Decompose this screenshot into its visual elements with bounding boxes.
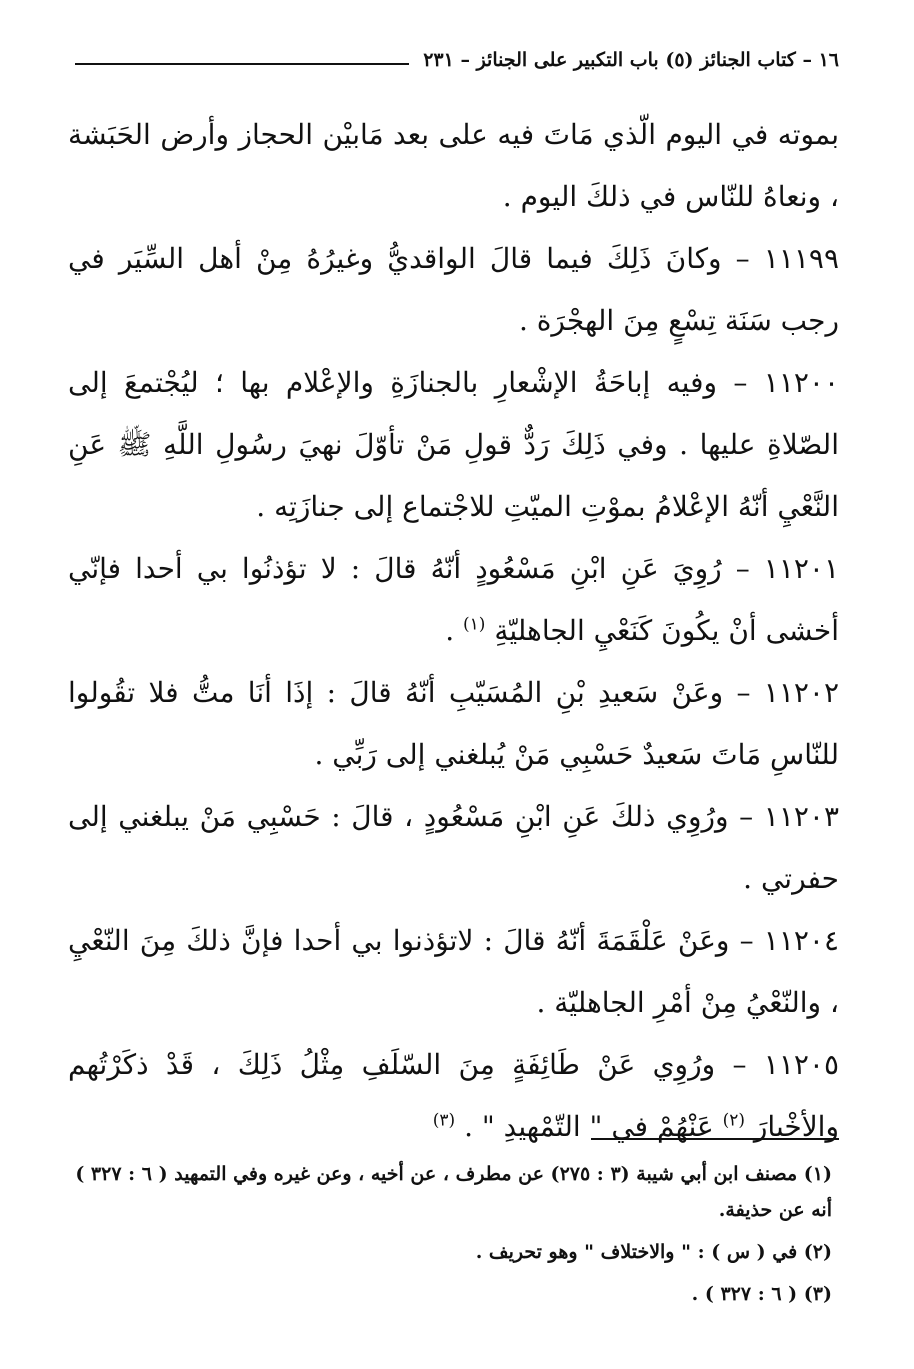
dash: – — [728, 800, 754, 833]
main-text — [68, 104, 839, 1158]
footnote-ref-2[interactable]: (٢) — [722, 1110, 745, 1131]
running-title: ١٦ – كتاب الجنائز (٥) باب التكبير على الجنائز – ٢٣١ — [423, 49, 839, 71]
dash: – — [721, 552, 750, 585]
paragraph-11202 — [68, 662, 839, 786]
footnote-3: (٣) ( ٦ : ٣٢٧ ) . — [691, 1283, 832, 1305]
header-rule — [75, 63, 409, 65]
footnote-ref-1[interactable]: (١) — [463, 614, 486, 635]
paragraph-number: ١١٢٠٠ — [763, 366, 839, 399]
footnote-ref-3[interactable]: (٣) — [432, 1110, 456, 1131]
paragraph-text-continued: عَنْهُمْ في " التّمْهيدِ " . — [464, 1110, 714, 1143]
footnotes — [72, 1156, 832, 1318]
paragraph-number: ١١٢٠١ — [763, 552, 839, 585]
dash: – — [723, 676, 751, 709]
footnote-2: (٢) في ( س ) : " والاختلاف " وهو تحريف . — [475, 1241, 832, 1263]
paragraph-text: وعَنْ سَعيدِ بْنِ المُسَيّبِ أنّهُ قالَ : إذَا أنَا متُّ فلا تقُولوا للنّاسِ مَاتَ سَعيدٌ حَسْبِي مَنْ يُبلغني إلى رَبِّي . — [68, 676, 839, 771]
footnote-separator — [591, 1138, 839, 1140]
paragraph-11200 — [68, 352, 839, 538]
paragraph-text: وفيه إباحَةُ الإشْعارِ بالجنازَةِ والإعْلام بها ؛ ليُجْتمعَ إلى الصّلاةِ عليها . وفي ذَلِكَ رَدٌّ قولِ مَنْ تأوّلَ نهيَ رسُولِ اللَّهِ ﷺ عَنِ النَّعْيِ أنّهُ الإعْلامُ بموْتِ الميّتِ للاجْتماع إلى جنازَتِه . — [68, 366, 839, 523]
paragraph-number: ١١٢٠٥ — [763, 1048, 839, 1081]
paragraph-continuation — [68, 104, 839, 228]
paragraph-number: ١١١٩٩ — [763, 242, 839, 275]
dash: – — [729, 924, 754, 957]
dash: – — [715, 1048, 747, 1081]
paragraph-text: وكانَ ذَلِكَ فيما قالَ الواقديُّ وغيرُهُ مِنْ أهل السِّيَر في رجب سَنَة تِسْعٍ مِنَ الهجْرَة . — [68, 242, 839, 337]
paragraph-text: ورُوِي عَنْ طَائِفَةٍ مِنَ السّلَفِ مِثْلُ ذَلِكَ ، قَدْ ذكَرْتُهم والأخْبارَ — [68, 1048, 839, 1143]
paragraph-text: ورُوِي ذلكَ عَنِ ابْنِ مَسْعُودٍ ، قالَ : حَسْبِي مَنْ يبلغني إلى حفرتي . — [68, 800, 839, 895]
running-header — [75, 40, 839, 80]
paragraph-number: ١١٢٠٢ — [763, 676, 839, 709]
paragraph-text: رُوِيَ عَنِ ابْنِ مَسْعُودٍ أنّهُ قالَ : لا تؤذنُوا بي أحدا فإنّي أخشى أنْ يكُونَ كَنَعْيِ الجاهليّةِ — [68, 552, 839, 647]
footnote-1: (١) مصنف ابن أبي شيبة (٣ : ٢٧٥) عن مطرف ، عن أخيه ، وعن غيره وفي التمهيد ( ٦ : ٣٢٧ ) أنه عن حذيفة. — [75, 1163, 832, 1221]
paragraph-11203 — [68, 786, 839, 910]
paragraph-number: ١١٢٠٣ — [763, 800, 839, 833]
dash: – — [721, 242, 750, 275]
paragraph-text: بموته في اليوم الّذي مَاتَ فيه على بعد مَابيْن الحجاز وأرض الحَبَشة ، ونعاهُ للنّاس في ذلكَ اليوم . — [68, 118, 839, 213]
paragraph-text: وعَنْ عَلْقَمَةَ أنّهُ قالَ : لاتؤذنوا بي أحدا فإنَّ ذلكَ مِنَ النّعْيِ ، والنّعْيُ مِنْ أمْرِ الجاهليّة . — [68, 924, 839, 1019]
paragraph-number: ١١٢٠٤ — [763, 924, 839, 957]
paragraph-11204 — [68, 910, 839, 1034]
paragraph-11201 — [68, 538, 839, 662]
paragraph-end: . — [445, 614, 455, 647]
dash: – — [717, 366, 748, 399]
paragraph-11199 — [68, 228, 839, 352]
